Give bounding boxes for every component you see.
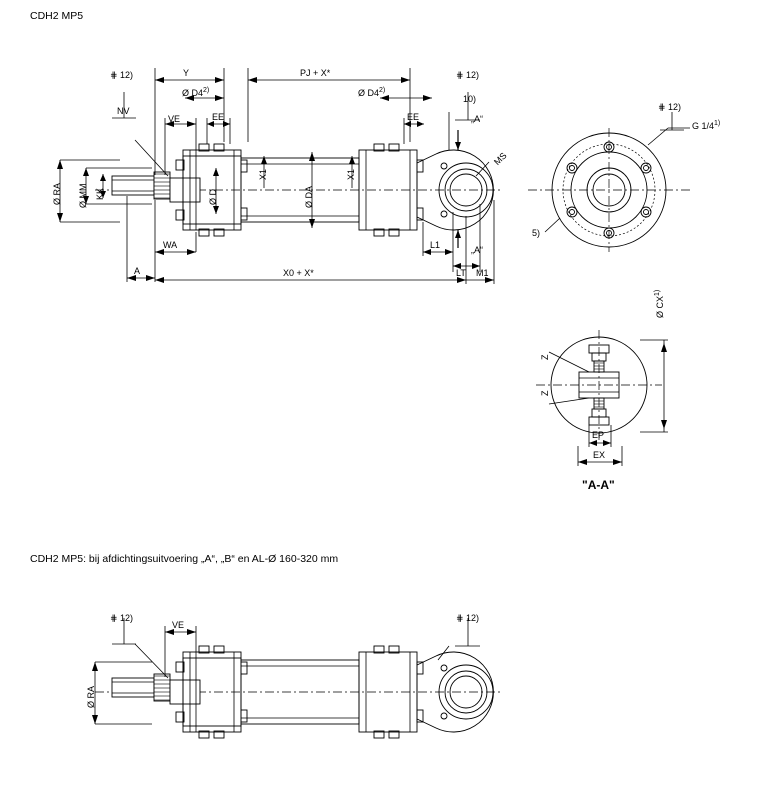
- label-tol12-right: ⋕ 12): [456, 70, 480, 80]
- label-flange-tol12: ⋕ 12): [658, 102, 682, 112]
- label-m1: M1: [476, 268, 489, 278]
- label-cx: Ø CX$^{1)}$: [654, 289, 665, 318]
- label-d4-right: Ø D4$^{2)}$: [358, 87, 386, 98]
- label-lt: LT: [456, 268, 466, 278]
- label-da: Ø DA: [304, 185, 314, 208]
- label-note-5: 5): [532, 228, 541, 238]
- label-x1-left: X1: [258, 168, 268, 180]
- page-title-bottom: CDH2 MP5: bij afdichtingsuitvoering „A“, „B“ en AL-Ø 160-320 mm: [30, 553, 339, 565]
- section-title: "A-A": [582, 478, 615, 492]
- label-bottom-ra: Ø RA: [86, 685, 96, 708]
- label-mm: Ø MM: [78, 183, 88, 208]
- label-z-lower: Z: [540, 390, 550, 396]
- page-title-top: CDH2 MP5: [30, 10, 84, 22]
- label-wa: WA: [163, 240, 178, 250]
- label-g14: G 1/4$^{1)}$: [692, 120, 721, 131]
- label-section-a-top: „A“: [471, 114, 483, 124]
- label-ex: EX: [593, 450, 606, 460]
- label-ee-right: EE: [407, 112, 420, 122]
- label-d: Ø D: [208, 188, 218, 205]
- label-bottom-ve: VE: [172, 620, 185, 630]
- label-y: Y: [183, 68, 190, 78]
- label-x1-right: X1: [346, 168, 356, 180]
- label-ra: Ø RA: [52, 182, 62, 205]
- label-ve: VE: [168, 114, 181, 124]
- label-nv: NV: [117, 106, 130, 116]
- label-ms: MS: [492, 150, 509, 168]
- label-l1: L1: [430, 240, 441, 250]
- label-z-upper: Z: [540, 354, 550, 360]
- label-pj-x: PJ + X*: [300, 68, 331, 78]
- label-tol12-left: ⋕ 12): [110, 70, 134, 80]
- label-ee-left: EE: [212, 112, 225, 122]
- label-bottom-tol12-right: ⋕ 12): [456, 613, 480, 623]
- label-note-10: 10): [463, 94, 477, 104]
- label-x0-x: X0 + X*: [283, 268, 314, 278]
- label-ep: EP: [592, 430, 605, 440]
- label-d4-left: Ø D4$^{2)}$: [182, 87, 210, 98]
- label-bottom-tol12-left: ⋕ 12): [110, 613, 134, 623]
- label-a: A: [134, 266, 141, 276]
- label-kk: KK: [95, 187, 105, 200]
- label-section-a-bottom: „A“: [471, 245, 483, 255]
